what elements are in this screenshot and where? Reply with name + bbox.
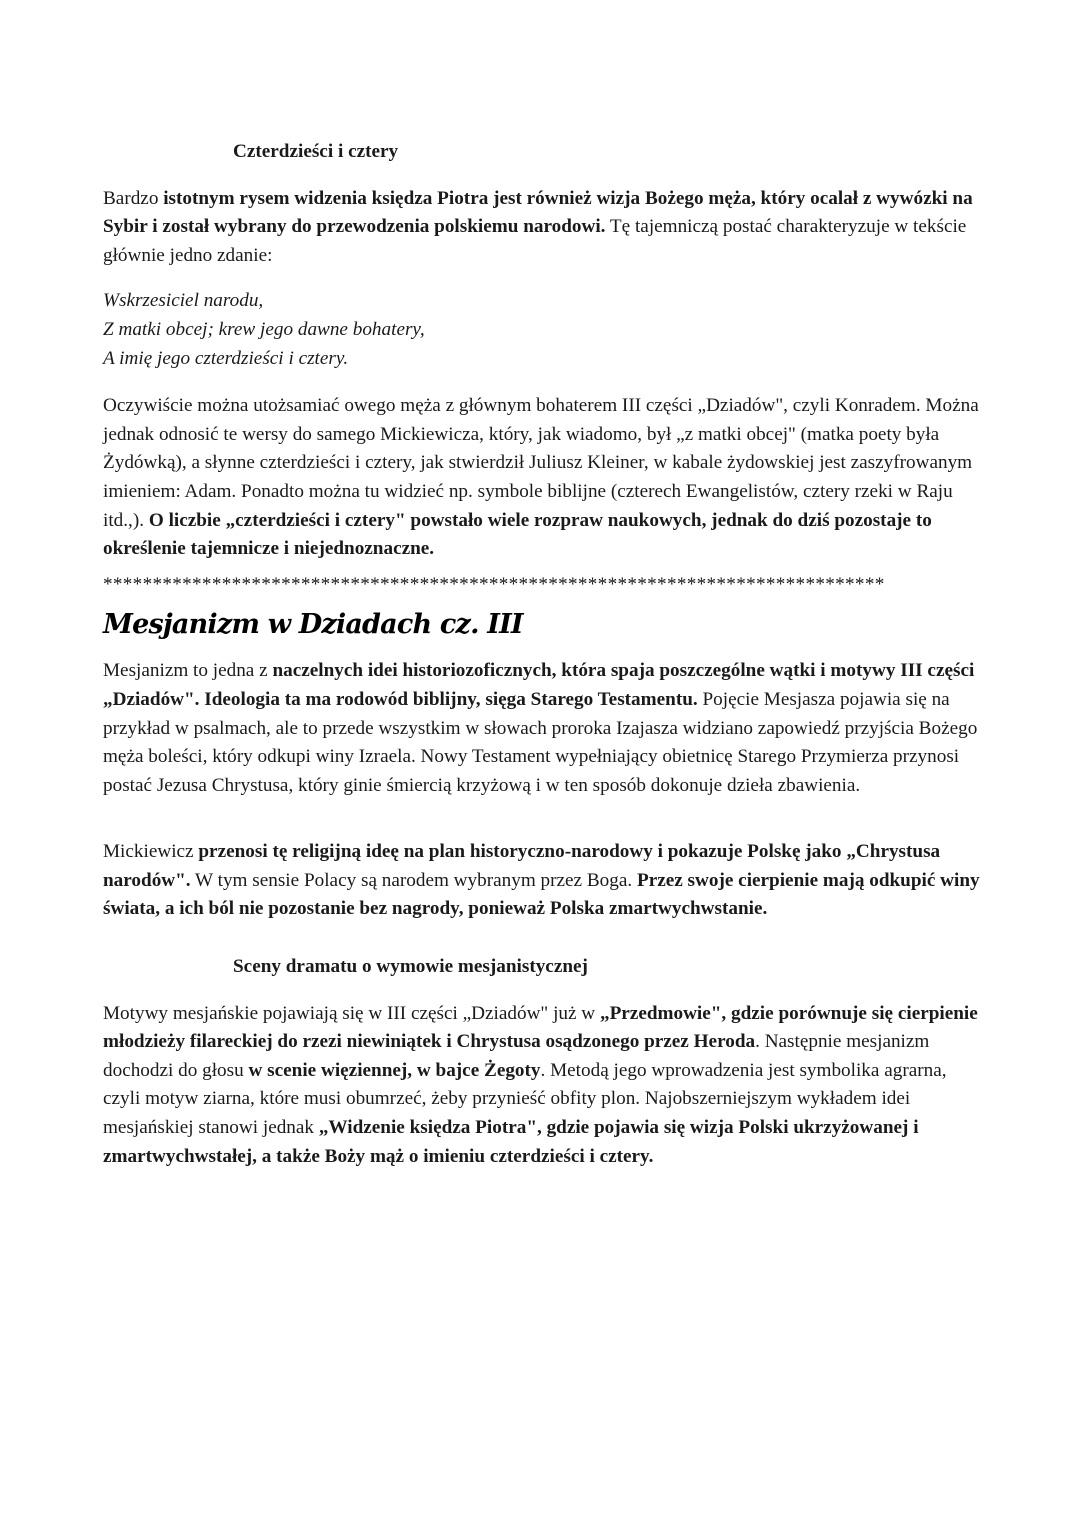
text-run-bold: „Przedmowie", gdzie porównuje się cierpienie młodzieży filareckiej do rzezi niewiniątek i Chrystusa osądzonego przez Heroda	[103, 1002, 978, 1053]
text-run: Mesjanizm to jedna z	[103, 660, 273, 682]
paragraph-intro	[103, 185, 983, 271]
text-run: Tę tajemniczą postać charakteryzuje w tekście głównie jedno zdanie:	[103, 216, 967, 266]
poem-line: Wskrzesiciel narodu,	[103, 290, 264, 312]
poem-line: Z matki obcej; krew jego dawne bohatery,	[103, 318, 425, 340]
page-title: Mesjanizm w Dziadach cz. III	[103, 609, 523, 641]
document-page	[103, 138, 983, 1171]
text-run: W tym sensie Polacy są narodem wybranym przez Boga.	[190, 869, 637, 891]
poem-line: A imię jego czterdzieści i cztery.	[103, 347, 349, 369]
text-run-bold: w scenie więziennej, w bajce Żegoty	[248, 1059, 541, 1081]
paragraph-scenes	[103, 1000, 983, 1172]
text-run: Motywy mesjańskie pojawiają się w III części „Dziadów" już w	[103, 1002, 600, 1024]
poem-quote	[103, 287, 983, 373]
text-run-bold: istotnym rysem widzenia księdza Piotra jest również wizja Bożego męża, który ocalał z wywózki na Sybir i został wybrany do przewodzenia polskiemu narodowi.	[103, 187, 973, 238]
text-run: Mickiewicz	[103, 841, 199, 863]
asterisk-divider: *******************************************************************************	[103, 573, 885, 595]
section-subheading: Sceny dramatu o wymowie mesjanistycznej	[233, 956, 588, 978]
paragraph-definition	[103, 657, 983, 800]
text-run: Bardzo	[103, 187, 164, 209]
text-run-bold: przenosi tę religijną ideę na plan historyczno-narodowy i pokazuje Polskę jako „Chrystusa narodów".	[103, 841, 941, 891]
paragraph-interpretation	[103, 392, 983, 564]
text-run-bold: naczelnych idei historiozoficznych, która spaja poszczególne wątki i motywy III części „Dziadów". Ideologia ta ma rodowód biblijny, sięga Starego Testamentu.	[103, 660, 975, 710]
text-run: Oczywiście można utożsamiać owego męża z głównym bohaterem III części „Dziadów", czyli Konradem. Można jednak odnosić te wersy do samego Mickiewicza, który, jak wiadomo, był „z matki obcej" (matka poety była Żydówką), a słynne czterdzieści i cztery, jak stwierdził Juliusz Kleiner, w kabale żydowskiej jest zaszyfrowanym imieniem: Adam. Ponadto można tu widzieć np. symbole biblijne (czterech Ewangelistów, cztery rzeki w Raju itd.,).	[103, 395, 979, 531]
text-run: . Następnie mesjanizm dochodzi do głosu	[103, 1031, 930, 1081]
text-run-bold: O liczbie „czterdzieści i cztery" powstało wiele rozpraw naukowych, jednak do dziś pozostaje to określenie tajemnicze i niejednoznaczne.	[103, 509, 932, 560]
paragraph-mickiewicz	[103, 838, 983, 924]
text-run: . Metodą jego wprowadzenia jest symbolika agrarna, czyli motyw ziarna, które musi obumrzeć, żeby przynieść obfity plon. Najobszerniejszym wykładem idei mesjańskiej stanowi jednak	[103, 1059, 947, 1139]
text-run-bold: „Widzenie księdza Piotra", gdzie pojawia się wizja Polski ukrzyżowanej i zmartwychwstałej, a także Boży mąż o imieniu czterdzieści i cztery.	[103, 1117, 919, 1167]
text-run: Pojęcie Mesjasza pojawia się na przykład w psalmach, ale to przede wszystkim w słowach proroka Izajasza widziano zapowiedź przyjścia Bożego męża boleści, który odkupi winy Izraela. Nowy Testament wypełniający obietnicę Starego Przymierza przynosi postać Jezusa Chrystusa, który ginie śmiercią krzyżową i w ten sposób dokonuje dzieła zbawienia.	[103, 688, 978, 796]
section-heading: Czterdzieści i cztery	[233, 141, 399, 162]
text-run-bold: Przez swoje cierpienie mają odkupić winy świata, a ich ból nie pozostanie bez nagrody, ponieważ Polska zmartwychwstanie.	[103, 869, 980, 920]
